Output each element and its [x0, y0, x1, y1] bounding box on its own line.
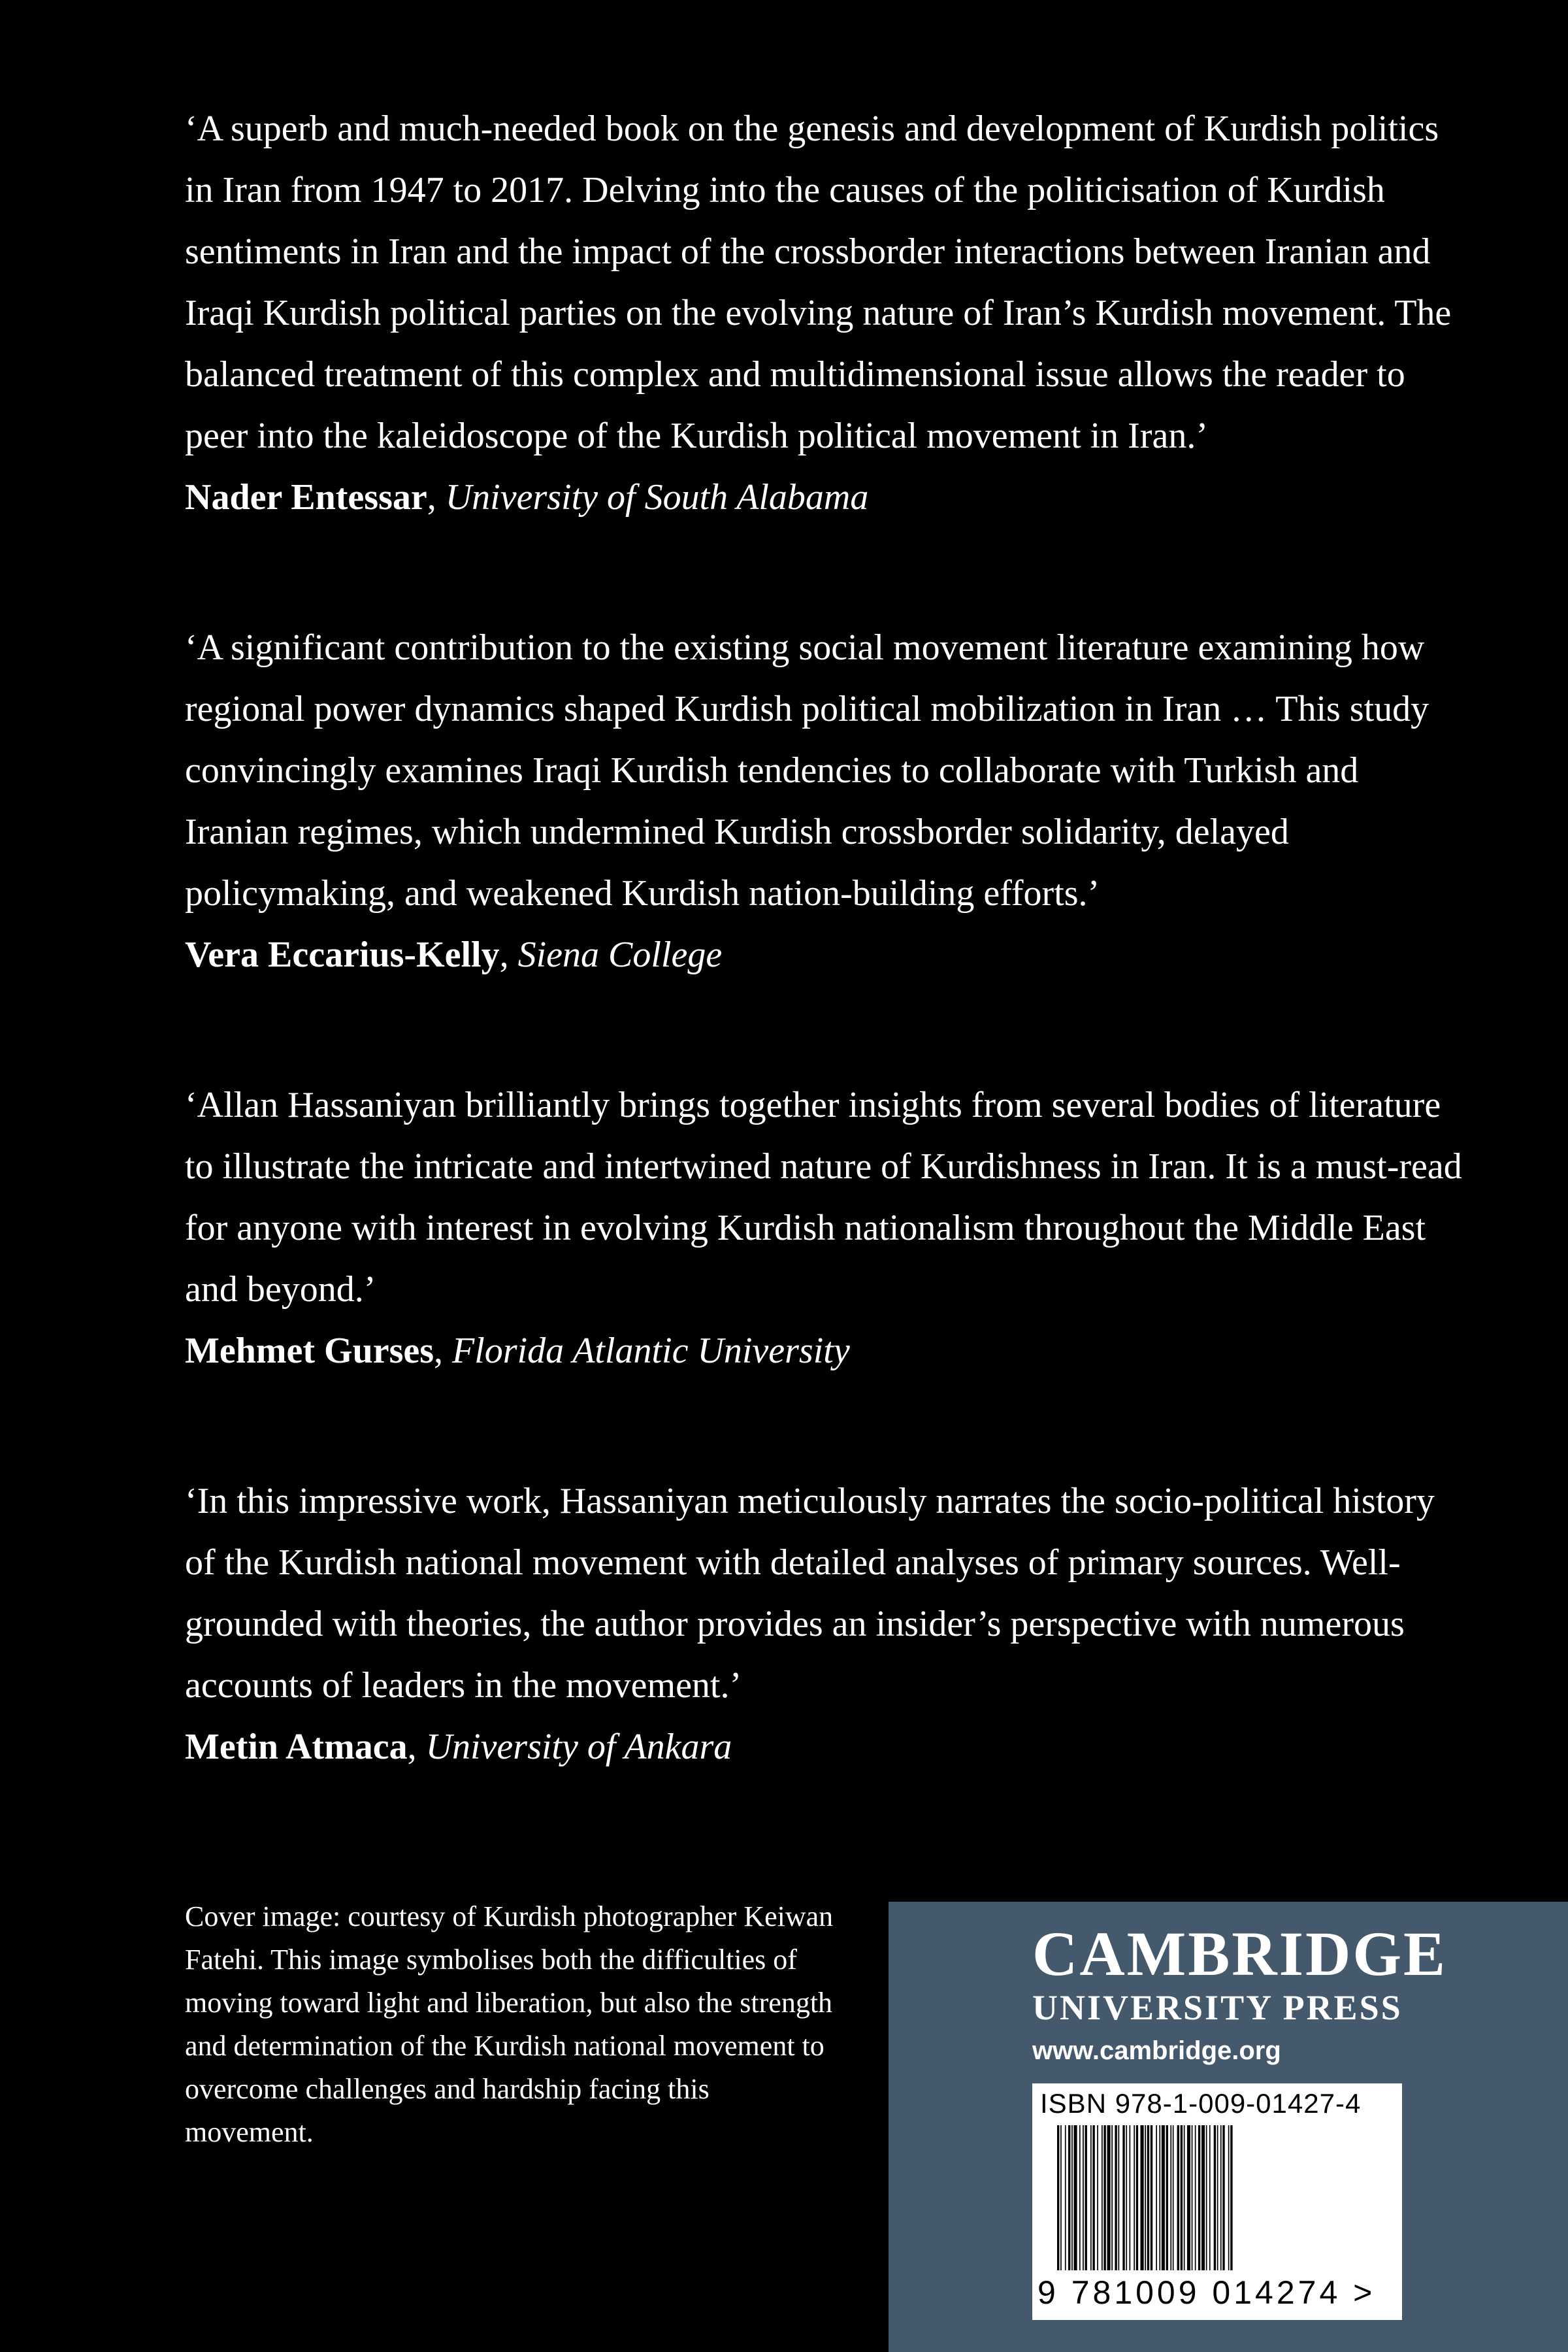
endorser-institution: Florida Atlantic University: [452, 1331, 850, 1371]
barcode-icon: [1057, 2125, 1384, 2270]
isbn-barcode: [1032, 2083, 1402, 2320]
endorsement-1: [185, 98, 1465, 528]
endorsement-2: [185, 617, 1465, 986]
publisher-subtitle: UNIVERSITY PRESS: [1032, 1988, 1403, 2027]
endorsements: [185, 98, 1465, 1866]
endorser-institution: University of Ankara: [425, 1727, 732, 1767]
publisher-url: www.cambridge.org: [1032, 2036, 1281, 2065]
endorsement-attribution: Vera Eccarius-Kelly, Siena College: [185, 935, 723, 975]
endorsement-attribution: Metin Atmaca, University of Ankara: [185, 1727, 732, 1767]
endorsement-attribution: Nader Entessar, University of South Alabama: [185, 477, 869, 518]
endorsement-text: ‘A superb and much-needed book on the genesis and development of Kurdish politics in Iran from 1947 to 2017. Delving into the causes of the politicisation of Kurdish sentiments in Iran and the impact of the crossborder interactions between Iranian and Iraqi Kurdish political parties on the evolving nature of Iran’s Kurdish movement. The balanced treatment of this complex and multidimensional issue allows the reader to peer into the kaleidoscope of the Kurdish political movement in Iran.’: [185, 108, 1452, 456]
barcode-digits: 9 781009 014274 >: [1037, 2274, 1376, 2311]
endorser-institution: University of South Alabama: [445, 477, 869, 518]
publisher-logo: [1032, 1921, 1542, 2070]
publisher-name: CAMBRIDGE: [1032, 1919, 1448, 1989]
endorsement-attribution: Mehmet Gurses, Florida Atlantic University: [185, 1331, 850, 1371]
endorser-institution: Siena College: [517, 935, 723, 975]
isbn-label: ISBN 978-1-009-01427-4: [1040, 2088, 1362, 2119]
endorser-name: Metin Atmaca: [185, 1727, 408, 1767]
endorser-name: Vera Eccarius-Kelly: [185, 935, 500, 975]
endorser-name: Nader Entessar: [185, 477, 427, 518]
endorsement-text: ‘In this impressive work, Hassaniyan meticulously narrates the socio-political history of the Kurdish national movement with detailed analyses of primary sources. Well-grounded with theories, the author provides an insider’s perspective with numerous accounts of leaders in the movement.’: [185, 1481, 1435, 1706]
cover-image-credit: Cover image: courtesy of Kurdish photographer Keiwan Fatehi. This image symbolises both the difficulties of moving toward light and liberation, but also the strength and determination of the Kurdish national movement to overcome challenges and hardship facing this movement.: [185, 1900, 834, 2148]
endorsement-3: [185, 1074, 1465, 1382]
endorsement-text: ‘Allan Hassaniyan brilliantly brings together insights from several bodies of literature to illustrate the intricate and intertwined nature of Kurdishness in Iran. It is a must-read for anyone with interest in evolving Kurdish nationalism throughout the Middle East and beyond.’: [185, 1085, 1462, 1310]
endorsement-4: [185, 1470, 1465, 1778]
endorsement-text: ‘A significant contribution to the existing social movement literature examining how regional power dynamics shaped Kurdish political mobilization in Iran … This study convincingly examines Iraqi Kurdish tendencies to collaborate with Turkish and Iranian regimes, which undermined Kurdish crossborder solidarity, delayed policymaking, and weakened Kurdish nation-building efforts.’: [185, 627, 1429, 914]
endorser-name: Mehmet Gurses: [185, 1331, 434, 1371]
publisher-panel: [889, 1902, 1568, 2352]
